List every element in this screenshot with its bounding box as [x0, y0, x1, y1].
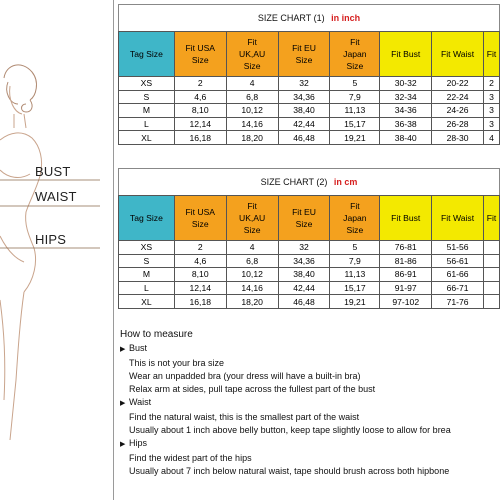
table-cell: 4: [226, 77, 278, 91]
table-cell: 46,48: [278, 295, 330, 309]
size-chart-inch: [118, 4, 500, 145]
table-cell: 15,17: [330, 281, 380, 295]
table-cell: 3: [484, 104, 500, 118]
table-cell: 4,6: [174, 254, 226, 268]
hips-label: HIPS: [35, 232, 67, 247]
table-cell: 42,44: [278, 281, 330, 295]
table-cell: XS: [119, 241, 175, 255]
chart-unit-label: in cm: [333, 177, 358, 187]
size-chart-cm: [118, 168, 500, 309]
table-row: [119, 254, 500, 268]
size-table-cm: [118, 195, 500, 309]
triangle-bullet-icon: ▶: [120, 441, 126, 449]
instruction-line: Usually about 7 inch below natural waist, tape should brush across both hipbone: [129, 465, 450, 476]
table-cell: 12,14: [174, 281, 226, 295]
waist-label: WAIST: [35, 189, 77, 204]
table-cell: S: [119, 254, 175, 268]
table-cell: 86-91: [380, 268, 432, 282]
table-cell: 4,6: [174, 90, 226, 104]
header-hips: Fit: [484, 196, 500, 241]
table-cell: S: [119, 90, 175, 104]
chart-title-text: SIZE CHART (1): [257, 13, 325, 23]
table-cell: 20-22: [432, 77, 484, 91]
header-japan-size: Fit Japan Size: [330, 196, 380, 241]
how-to-measure-heading: How to measure: [120, 329, 193, 340]
table-cell: 71-76: [432, 295, 484, 309]
section-title: Hips: [129, 438, 148, 449]
table-cell: 34-36: [380, 104, 432, 118]
header-waist: Fit Waist: [432, 196, 484, 241]
table-cell: 51-56: [432, 241, 484, 255]
chart-title-cm: [118, 168, 500, 195]
table-cell: 18,20: [226, 131, 278, 145]
header-eu-size: Fit EU Size: [278, 32, 330, 77]
table-cell: [484, 254, 500, 268]
table-cell: 14,16: [226, 281, 278, 295]
table-cell: [484, 241, 500, 255]
table-cell: 7,9: [330, 90, 380, 104]
table-cell: 38,40: [278, 268, 330, 282]
table-cell: XS: [119, 77, 175, 91]
instruction-line: Find the widest part of the hips: [129, 452, 252, 463]
how-to-measure: [120, 328, 500, 478]
table-cell: 6,8: [226, 90, 278, 104]
instruction-line: Relax arm at sides, pull tape across the fullest part of the bust: [129, 384, 376, 395]
table-cell: L: [119, 117, 175, 131]
table-cell: 5: [330, 77, 380, 91]
table-cell: XL: [119, 131, 175, 145]
table-cell: 24-26: [432, 104, 484, 118]
table-cell: 2: [174, 241, 226, 255]
table-row: [119, 104, 500, 118]
table-cell: 28-30: [432, 131, 484, 145]
table-row: [119, 77, 500, 91]
table-cell: 81-86: [380, 254, 432, 268]
triangle-bullet-icon: ▶: [120, 400, 126, 408]
table-cell: 4: [226, 241, 278, 255]
table-cell: 16,18: [174, 295, 226, 309]
section-title: Waist: [129, 397, 152, 408]
table-cell: [484, 295, 500, 309]
table-cell: 66-71: [432, 281, 484, 295]
measure-section-hips: [120, 437, 500, 478]
table-cell: [484, 268, 500, 282]
table-cell: 19,21: [330, 131, 380, 145]
table-cell: M: [119, 104, 175, 118]
table-cell: 4: [484, 131, 500, 145]
table-cell: 32-34: [380, 90, 432, 104]
table-cell: 61-66: [432, 268, 484, 282]
table-cell: XL: [119, 295, 175, 309]
table-cell: 12,14: [174, 117, 226, 131]
table-cell: 76-81: [380, 241, 432, 255]
table-cell: 7,9: [330, 254, 380, 268]
table-cell: 8,10: [174, 268, 226, 282]
triangle-bullet-icon: ▶: [120, 346, 126, 354]
table-cell: 11,13: [330, 104, 380, 118]
chart-unit-label: in inch: [331, 13, 361, 23]
table-cell: 30-32: [380, 77, 432, 91]
table-cell: 10,12: [226, 104, 278, 118]
table-cell: [484, 281, 500, 295]
header-waist: Fit Waist: [432, 32, 484, 77]
table-cell: L: [119, 281, 175, 295]
table-cell: 19,21: [330, 295, 380, 309]
table-cell: 10,12: [226, 268, 278, 282]
chart-title-text: SIZE CHART (2): [260, 177, 328, 187]
table-cell: 34,36: [278, 90, 330, 104]
header-bust: Fit Bust: [380, 196, 432, 241]
table-cell: 2: [484, 77, 500, 91]
table-row: [119, 131, 500, 145]
table-cell: 46,48: [278, 131, 330, 145]
table-cell: 3: [484, 90, 500, 104]
table-cell: 8,10: [174, 104, 226, 118]
header-bust: Fit Bust: [380, 32, 432, 77]
table-cell: 22-24: [432, 90, 484, 104]
table-cell: 36-38: [380, 117, 432, 131]
measure-section-waist: [120, 396, 500, 437]
table-cell: 18,20: [226, 295, 278, 309]
table-cell: 56-61: [432, 254, 484, 268]
table-cell: 91-97: [380, 281, 432, 295]
instruction-line: Wear an unpadded bra (your dress will have a built-in bra): [129, 370, 361, 381]
table-cell: 38-40: [380, 131, 432, 145]
table-cell: 32: [278, 241, 330, 255]
header-uk-au-size: Fit UK,AU Size: [226, 32, 278, 77]
table-cell: M: [119, 268, 175, 282]
header-japan-size: Fit Japan Size: [330, 32, 380, 77]
instruction-line: Find the natural waist, this is the smallest part of the waist: [129, 411, 360, 422]
table-row: [119, 268, 500, 282]
table-cell: 6,8: [226, 254, 278, 268]
instruction-line: Usually about 1 inch above belly button, keep tape slightly loose to allow for brea: [129, 425, 451, 436]
header-tag-size: Tag Size: [119, 196, 175, 241]
table-cell: 97-102: [380, 295, 432, 309]
section-title: Bust: [129, 343, 148, 354]
measure-section-bust: [120, 342, 500, 396]
table-row: [119, 295, 500, 309]
table-cell: 3: [484, 117, 500, 131]
table-cell: 32: [278, 77, 330, 91]
instruction-line: This is not your bra size: [129, 357, 225, 368]
chart-title-inch: [118, 4, 500, 31]
table-cell: 15,17: [330, 117, 380, 131]
size-table-inch: [118, 31, 500, 145]
header-hips: Fit: [484, 32, 500, 77]
table-cell: 14,16: [226, 117, 278, 131]
header-usa-size: Fit USA Size: [174, 32, 226, 77]
table-row: [119, 90, 500, 104]
table-row: [119, 281, 500, 295]
table-cell: 5: [330, 241, 380, 255]
header-usa-size: Fit USA Size: [174, 196, 226, 241]
header-uk-au-size: Fit UK,AU Size: [226, 196, 278, 241]
body-figure-illustration: [0, 0, 113, 500]
table-cell: 11,13: [330, 268, 380, 282]
table-cell: 38,40: [278, 104, 330, 118]
bust-label: BUST: [35, 164, 71, 179]
table-cell: 16,18: [174, 131, 226, 145]
header-tag-size: Tag Size: [119, 32, 175, 77]
table-cell: 42,44: [278, 117, 330, 131]
header-eu-size: Fit EU Size: [278, 196, 330, 241]
table-cell: 2: [174, 77, 226, 91]
table-row: [119, 241, 500, 255]
table-cell: 26-28: [432, 117, 484, 131]
body-figure-panel: [0, 0, 114, 500]
table-row: [119, 117, 500, 131]
table-cell: 34,36: [278, 254, 330, 268]
